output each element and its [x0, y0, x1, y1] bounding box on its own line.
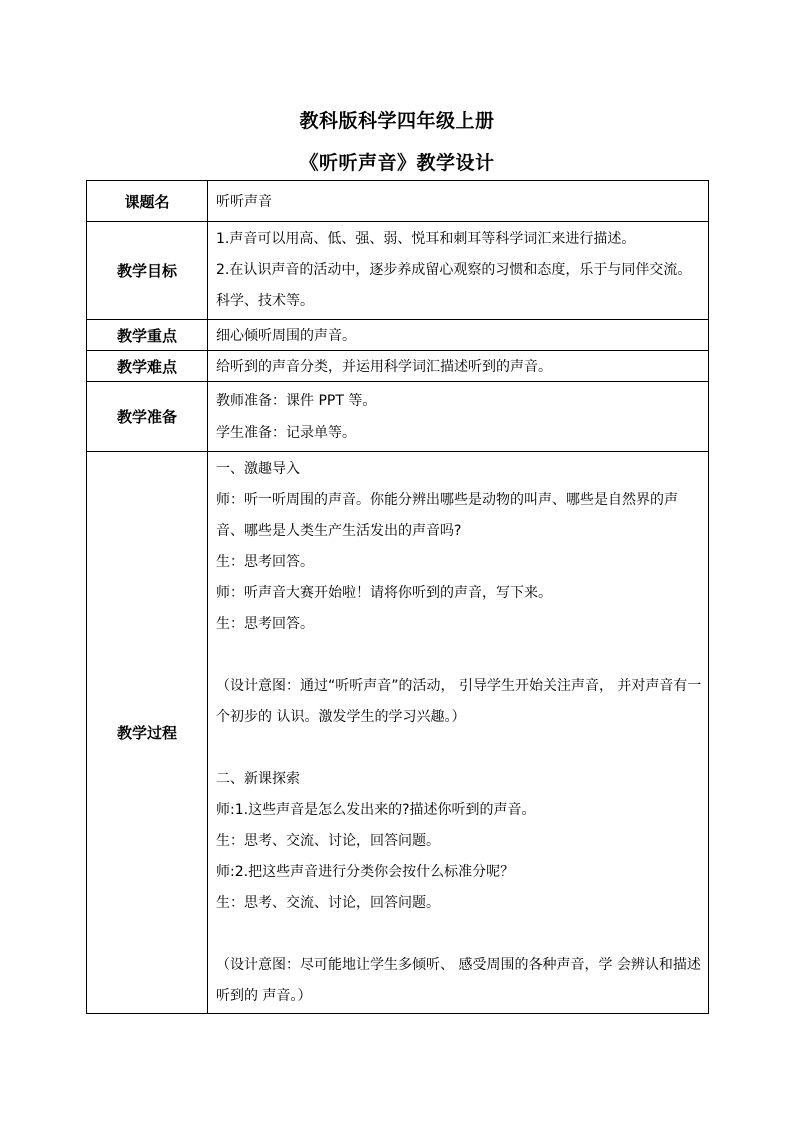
part1-heading: 一、激趣导入 — [216, 461, 300, 477]
process-content — [208, 452, 709, 1014]
part2-line-1: 师:1.这些声音是怎么发出来的?描述你听到的声音。 — [216, 802, 536, 818]
table-row-difficulty — [87, 351, 709, 382]
objectives-content — [208, 222, 709, 320]
spacer — [216, 640, 702, 671]
process-label: 教学过程 — [87, 452, 208, 1014]
objective-line-1: 1.声音可以用高、低、强、弱、悦耳和刺耳等科学词汇来进行描述。 — [216, 231, 636, 247]
table-row-key-point — [87, 320, 709, 351]
part1-line-3: 师：听声音大赛开始啦！请将你听到的声音，写下来。 — [216, 585, 552, 601]
preparation-line-1: 教师准备：课件 PPT 等。 — [216, 392, 377, 409]
part2-design-intent: （设计意图：尽可能地让学生多倾听、 感受周围的各种声音，学 会辨认和描述听到的 声音。） — [216, 957, 701, 1004]
table-row-topic — [87, 181, 709, 222]
objective-line-2: 2.在认识声音的活动中，逐步养成留心观察的习惯和态度，乐于与同伴交流。 — [216, 262, 692, 278]
part1-design-intent: （设计意图：通过“听听声音”的活动， 引导学生开始关注声音， 并对声音有一个初步的 认识。激发学生的学习兴趣。） — [216, 678, 702, 725]
difficulty-value: 给听到的声音分类，并运用科学词汇描述听到的声音。 — [208, 351, 709, 382]
part2-line-4: 生：思考、交流、讨论，回答问题。 — [216, 895, 440, 911]
topic-value: 听听声音 — [208, 181, 709, 222]
table-row-preparation — [87, 382, 709, 452]
part2-line-2: 生：思考、交流、讨论，回答问题。 — [216, 833, 440, 849]
table-row-objectives — [87, 222, 709, 320]
part2-heading: 二、新课探索 — [216, 771, 300, 787]
lesson-plan-table — [86, 180, 709, 1014]
part1-line-1: 师：听一听周围的声音。你能分辨出哪些是动物的叫声、哪些是自然界的声音、哪些是人类生产生活发出的声音吗? — [216, 492, 678, 539]
objective-line-3: 科学、技术等。 — [216, 293, 314, 309]
preparation-content — [208, 382, 709, 452]
key-point-value: 细心倾听周围的声音。 — [208, 320, 709, 351]
topic-label: 课题名 — [87, 181, 208, 222]
part1-line-2: 生：思考回答。 — [216, 554, 314, 570]
table-row-process — [87, 452, 709, 1014]
difficulty-label: 教学难点 — [87, 351, 208, 382]
preparation-label: 教学准备 — [87, 382, 208, 452]
spacer — [216, 919, 702, 950]
preparation-line-2: 学生准备：记录单等。 — [216, 424, 356, 441]
document-subtitle: 《听听声音》教学设计 — [299, 152, 495, 174]
key-point-label: 教学重点 — [87, 320, 208, 351]
objectives-label: 教学目标 — [87, 222, 208, 320]
part1-line-4: 生：思考回答。 — [216, 616, 314, 632]
part2-line-3: 师:2.把这些声音进行分类你会按什么标准分呢？ — [216, 864, 515, 880]
document-title: 教科版科学四年级上册 — [299, 110, 495, 132]
spacer — [216, 733, 702, 764]
